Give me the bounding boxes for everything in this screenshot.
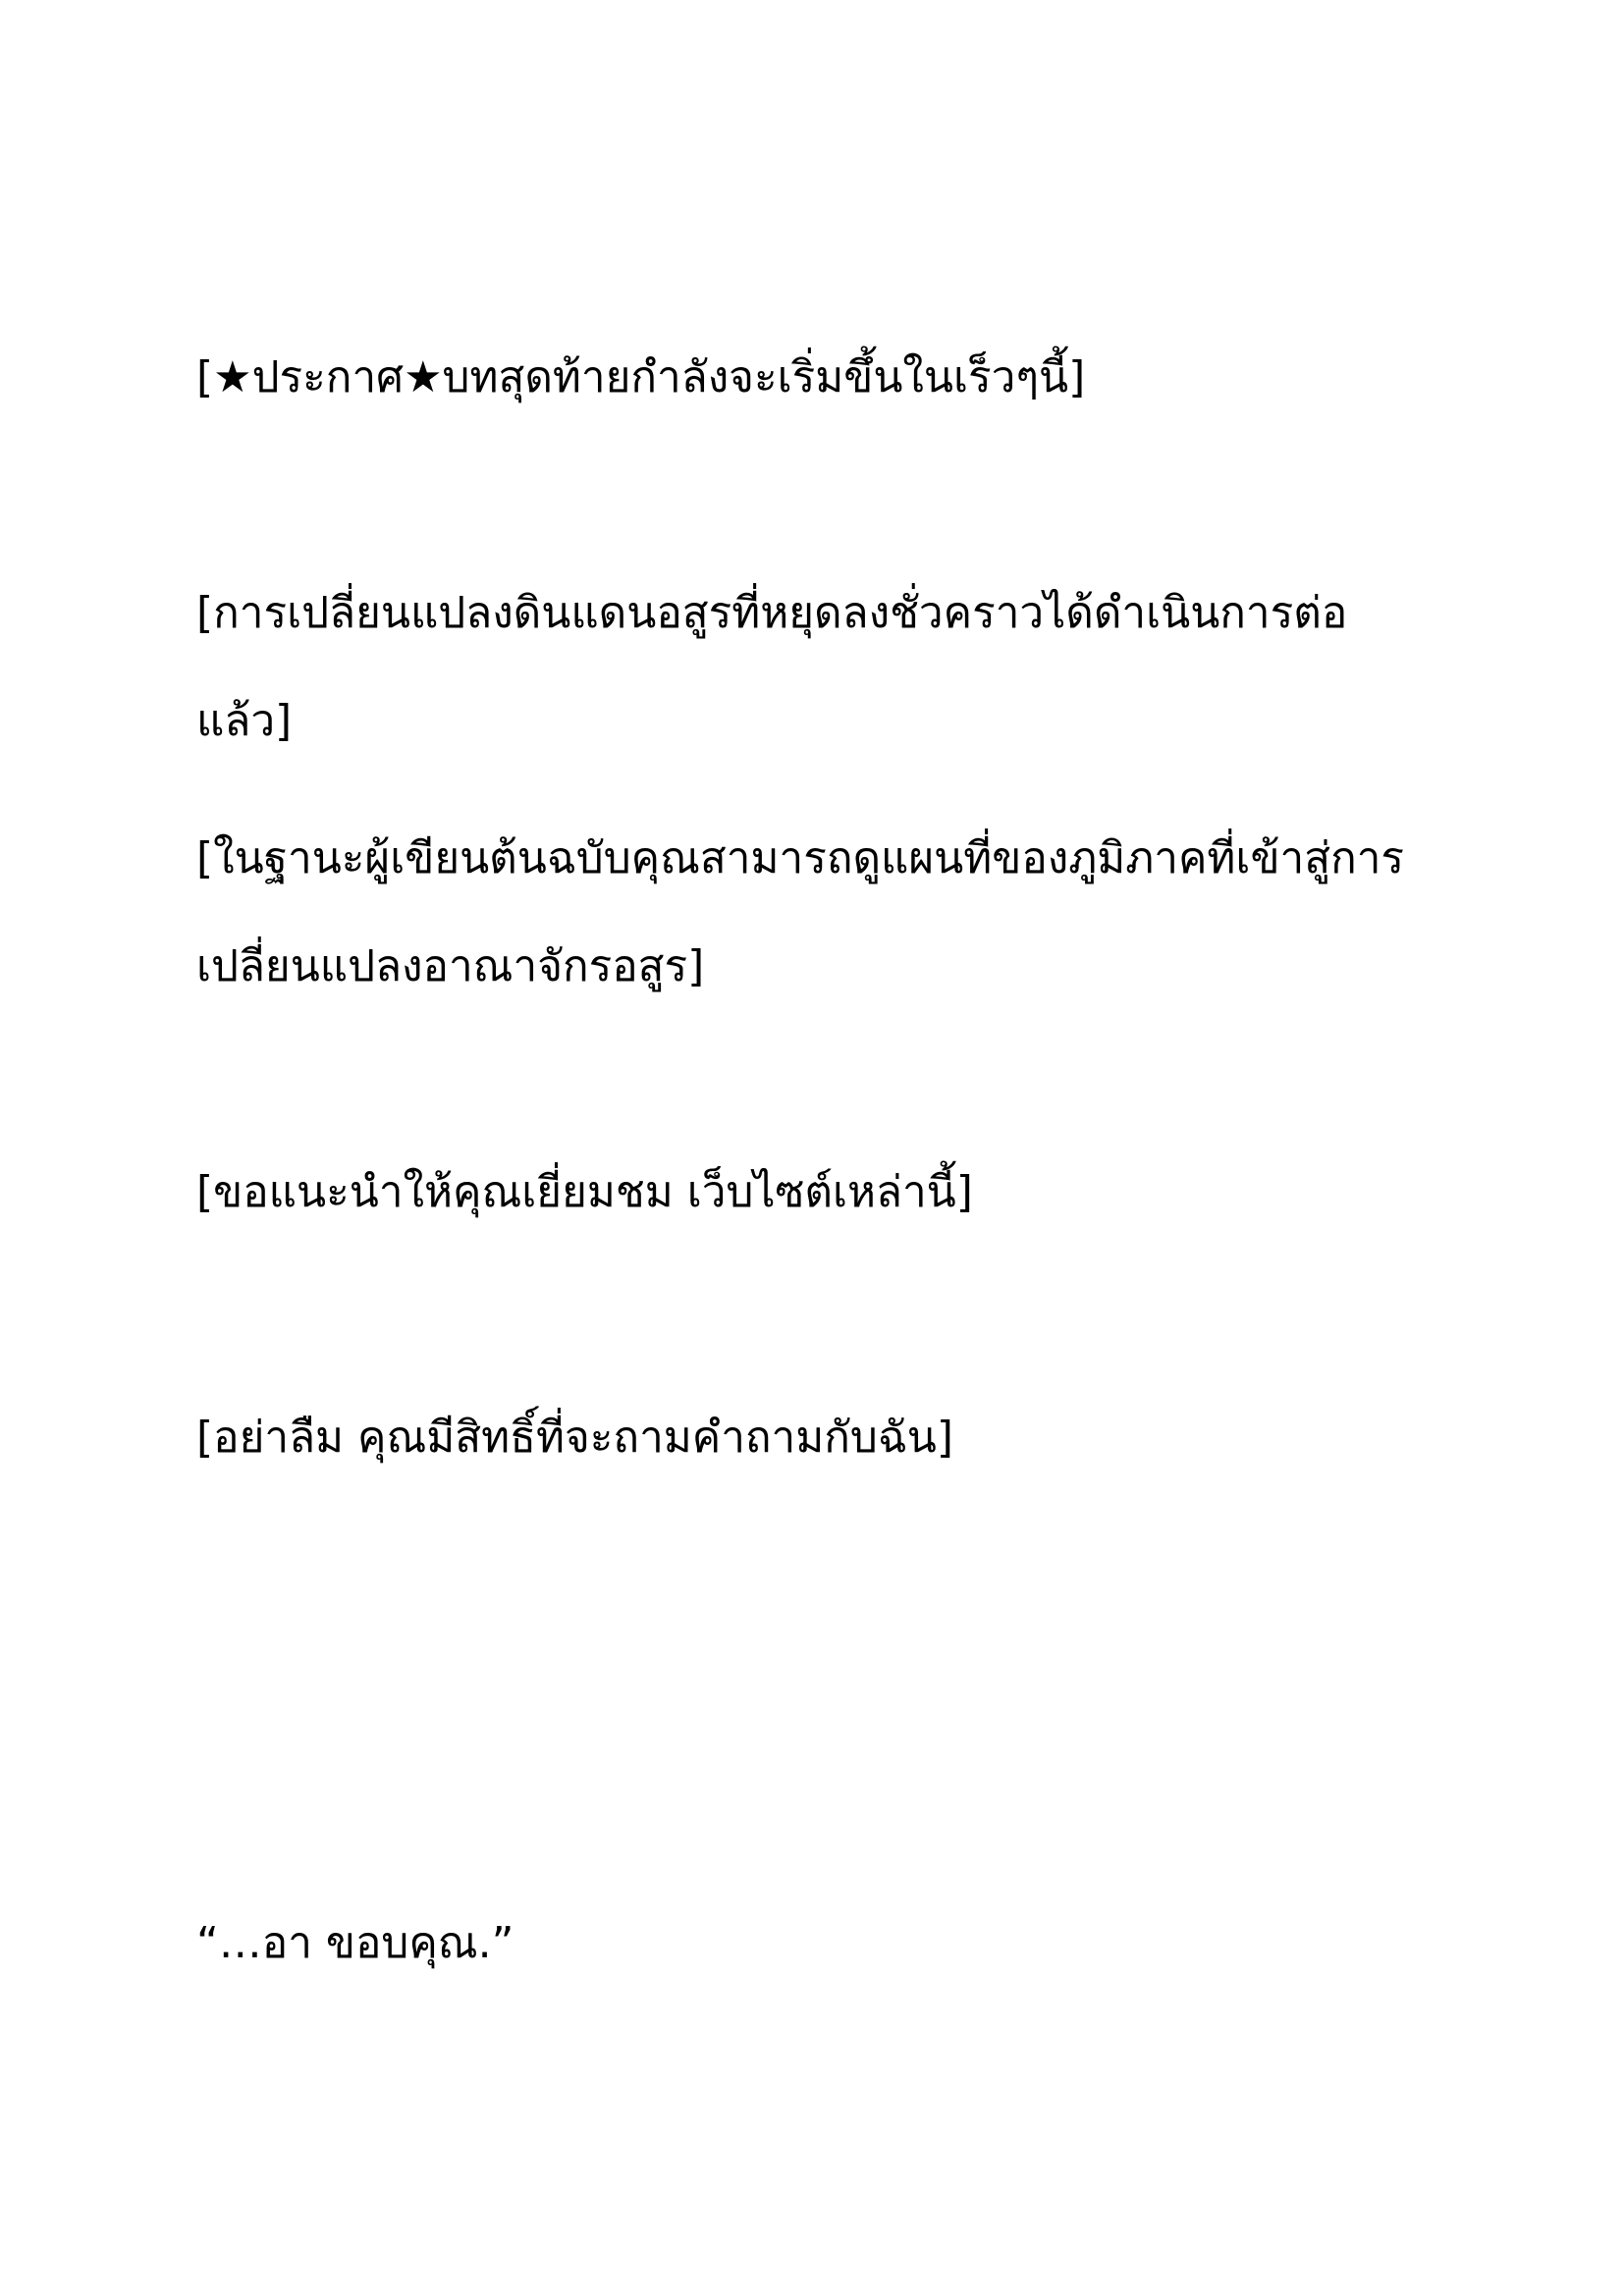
website-recommendation-text: [ขอแนะนำให้คุณเยี่ยมชม เว็บไซต์เหล่านี้] bbox=[196, 1167, 973, 1217]
dialogue-line: “…อา ขอบคุณ.” bbox=[196, 1918, 514, 1968]
question-reminder-text: [อย่าลืม คุณมีสิทธิ์ที่จะถามคำถามกับฉัน] bbox=[196, 1413, 954, 1463]
author-map-access-text: [ในฐานะผู้เขียนต้นฉบับคุณสามารถดูแผนที่ของภูมิภาคที่เข้าสู่การเปลี่ยนแปลงอาณาจักรอสูร] bbox=[196, 833, 1405, 991]
demon-land-resume-text: [การเปลี่ยนแปลงดินแดนอสูรที่หยุดลงชั่วคราวได้ดำเนินการต่อแล้ว] bbox=[196, 588, 1348, 746]
announcement-text: [★ประกาศ★บทสุดท้ายกำลังจะเริ่มขึ้นในเร็วๆนี้] bbox=[196, 352, 1086, 402]
